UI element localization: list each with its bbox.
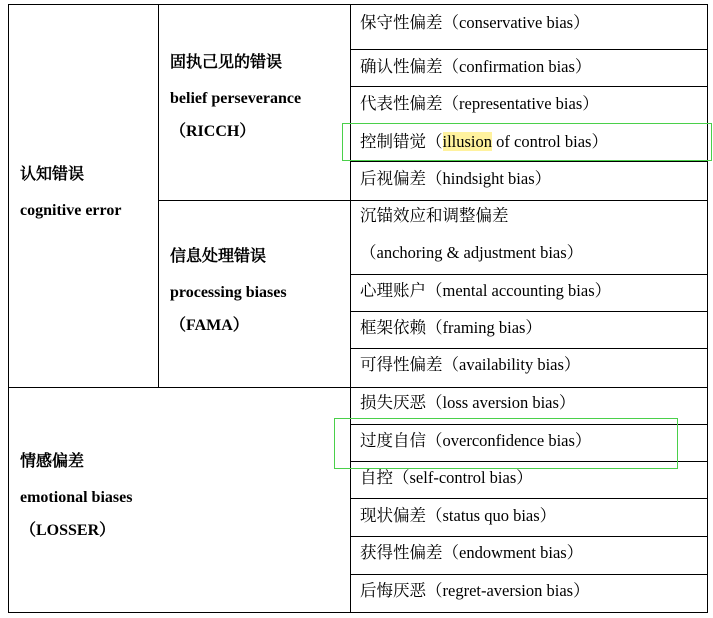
bias-item: 沉锚效应和调整偏差 bbox=[360, 206, 509, 225]
subcategory-abbr: （RICCH） bbox=[170, 123, 256, 140]
bias-item bbox=[360, 132, 608, 152]
subcategory-name-en: processing biases bbox=[170, 284, 287, 301]
bias-item: 损失厌恶（loss aversion bias） bbox=[360, 393, 576, 412]
table-border-right bbox=[707, 4, 708, 613]
category-name-cn: 认知错误 bbox=[20, 166, 85, 183]
subcategory-abbr: （FAMA） bbox=[170, 317, 249, 334]
row-divider bbox=[350, 574, 708, 575]
row-divider bbox=[350, 49, 708, 50]
row-divider bbox=[350, 86, 708, 87]
row-divider bbox=[350, 498, 708, 499]
column-divider bbox=[350, 4, 351, 613]
row-divider bbox=[350, 461, 708, 462]
highlighted-word: illusion bbox=[442, 132, 493, 151]
category-name-cn: 情感偏差 bbox=[20, 453, 85, 470]
bias-item: 现状偏差（status quo bias） bbox=[360, 506, 557, 525]
bias-item: 后视偏差（hindsight bias） bbox=[360, 169, 552, 188]
bias-item: 自控（self-control bias） bbox=[360, 468, 533, 487]
bias-item: 心理账户（mental accounting bias） bbox=[360, 281, 612, 300]
bias-item-suffix: of control bias） bbox=[492, 132, 608, 151]
subcategory-name-cn: 信息处理错误 bbox=[170, 248, 267, 265]
bias-item: 框架依赖（framing bias） bbox=[360, 318, 542, 337]
bias-item: 获得性偏差（endowment bias） bbox=[360, 543, 584, 562]
bias-item: 后悔厌恶（regret-aversion bias） bbox=[360, 581, 590, 600]
bias-item: 代表性偏差（representative bias） bbox=[360, 94, 599, 113]
bias-item-prefix: 控制错觉（ bbox=[360, 132, 443, 151]
table-border-left bbox=[8, 4, 9, 613]
subcategory-divider bbox=[158, 200, 708, 201]
row-divider bbox=[350, 424, 708, 425]
row-divider bbox=[350, 536, 708, 537]
bias-item: 可得性偏差（availability bias） bbox=[360, 355, 581, 374]
table-border-bottom bbox=[8, 612, 708, 613]
column-divider bbox=[158, 4, 159, 388]
bias-item-continued: （anchoring & adjustment bias） bbox=[360, 243, 584, 262]
table-border-top bbox=[8, 4, 708, 5]
category-name-en: emotional biases bbox=[20, 489, 133, 506]
category-name-en: cognitive error bbox=[20, 202, 122, 219]
row-divider bbox=[350, 161, 708, 162]
bias-item: 保守性偏差（conservative bias） bbox=[360, 13, 590, 32]
row-divider bbox=[350, 311, 708, 312]
category-divider bbox=[8, 387, 708, 388]
row-divider bbox=[350, 274, 708, 275]
bias-item: 确认性偏差（confirmation bias） bbox=[360, 57, 592, 76]
row-divider bbox=[350, 123, 708, 124]
category-abbr: （LOSSER） bbox=[20, 522, 116, 539]
bias-item: 过度自信（overconfidence bias） bbox=[360, 431, 592, 450]
subcategory-name-cn: 固执己见的错误 bbox=[170, 54, 283, 71]
subcategory-name-en: belief perseverance bbox=[170, 90, 302, 107]
row-divider bbox=[350, 348, 708, 349]
